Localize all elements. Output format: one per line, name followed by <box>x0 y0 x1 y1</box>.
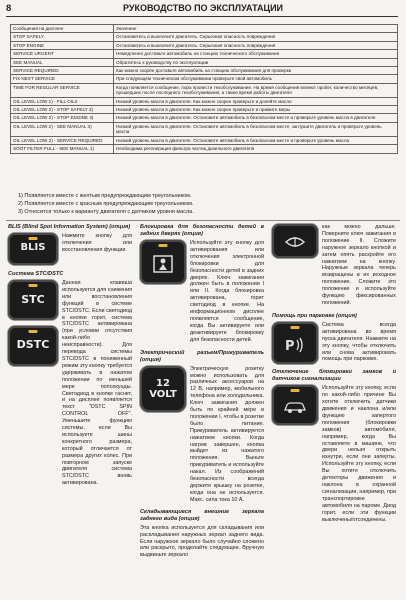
table-cell: Низкий уровень масла в двигателе. Остановите автомобиль в безопасном месте и проверьте уровень масла в двигателе <box>114 114 398 122</box>
table-cell: FIX NEXT SERVICE <box>11 75 114 83</box>
indicator-led-icon <box>291 389 300 392</box>
blis-heading: BLIS (Blind Spot Information System) (опция) <box>8 224 131 230</box>
table-row <box>11 83 398 97</box>
indicator-led-icon <box>291 326 300 329</box>
table-cell: Немедленно доставьте автомобиль на станцию технического обслуживания <box>114 50 398 58</box>
dstc-button-photo <box>8 326 58 366</box>
blis-text: Нажмите кнопку для отключения или восстановления функции. <box>62 233 132 253</box>
table-row <box>11 97 398 105</box>
park-assist-text: Система всегда активирована во время пуска двигателя. Нажмите на эту кнопку, чтобы отключить или снова активировать помощь при парковке. <box>322 321 396 363</box>
power-socket-photo <box>140 366 186 412</box>
indicator-led-icon <box>29 237 38 240</box>
table-cell: Необходима регенерация фильтра частиц дизельного двигателя <box>114 145 398 153</box>
table-cell: SOOT FILTER FULL - SEE MANUAL 1) <box>11 145 114 153</box>
table-row <box>11 145 398 153</box>
page-title: РУКОВОДСТВО ПО ЭКСПЛУАТАЦИИ <box>122 3 284 13</box>
folding-mirror-icon <box>283 234 307 250</box>
alarm-heading: Отключение блокировки замков и датчиков сигнализации <box>272 369 396 383</box>
table-cell: Как можно скорее доставьте автомобиль на станцию обслуживания для проверки <box>114 67 398 75</box>
socket-heading: Электрический разъем/Прикуриватель (опция) <box>140 349 264 363</box>
footnote: 1) Появляется вместе с желтым предупреждающим треугольником. <box>18 193 192 199</box>
header-rule <box>6 16 398 17</box>
child-lock-icon <box>152 254 174 274</box>
stc-text: Данная клавиша используется для снижения или восстановления функций в системе STC/DSTC. Если светодиод в кнопке горит, система STC/DSTC активирована (при условии отсутствия какой-либо неисправности). Для перевода системы STC/DSTC в пониженный режим эту кнопку требуется удерживать в нажатом положении по меньшей мере полсекунды. Светодиод в кнопке гаснет, и на дисплее появляется текст "DSTC SPIN CONTROL OFF". Уменьшите функцию системы, если Вы используете шины конкретного размера, который отличается от размера других колес. При повторном запуске двигателя система STC/DSTC вновь активирована. <box>62 280 132 487</box>
mirror-button-photo <box>272 224 318 258</box>
table-cell: OIL LEVEL LOW 1) - FILL OIL3 <box>11 97 114 105</box>
column-right <box>272 224 396 526</box>
table-row <box>11 58 398 66</box>
indicator-led-icon <box>29 284 38 287</box>
table-cell: Обратитесь к руководству по эксплуатации <box>114 58 398 66</box>
car-sensor-icon <box>282 399 308 415</box>
alarm-button-photo <box>272 385 318 425</box>
child-lock-heading: Блокировка для безопасности детей в задних дверях (опция) <box>140 224 264 237</box>
table-cell: OIL LEVEL LOW 2) - SEE MANUAL 3) <box>11 122 114 136</box>
page-number: 8 <box>6 3 12 14</box>
table-cell: Низкий уровень масла в двигателе. Остановите автомобиль в безопасном месте, заглушите двигатель и проверьте уровень масла <box>114 122 398 136</box>
table-cell: Низкий уровень масла в двигателе. Как можно скорее проверьте и долейте масло <box>114 97 398 105</box>
table-cell: STOP ENGINE <box>11 41 114 49</box>
table-cell: STOP SAFELY <box>11 33 114 41</box>
mirror-text: Эта кнопка используется для складывания или раскладывания наружных зеркал заднего вида. Если наружное зеркало было случайно сложено или раскрыто, проделайте следующее. Вручную выдвиньте зеркало <box>140 524 264 559</box>
blis-button-photo <box>8 233 58 265</box>
messages-table <box>10 24 398 154</box>
dstc-button-label: DSTC <box>16 338 50 351</box>
table-cell: Низкий уровень масла в двигателе. Как можно скорее проверьте и примите меры <box>114 106 398 114</box>
park-assist-heading: Помощь при парковке (опция) <box>272 312 357 319</box>
table-cell: SERVICE REQUIRED <box>11 67 114 75</box>
table-row <box>11 106 398 114</box>
page-header <box>6 3 400 15</box>
table-cell: TIME FOR REGULAR SERVICE <box>11 83 114 97</box>
park-assist-button-photo <box>272 322 318 364</box>
table-row <box>11 67 398 75</box>
table-cell: Остановитесь и выключите двигатель. Серьезная опасность повреждения <box>114 41 398 49</box>
indicator-led-icon <box>159 244 168 247</box>
socket-label-number: 12 <box>156 377 170 389</box>
table-row <box>11 41 398 49</box>
footnote: 3) Относится только к варианту двигателя с датчиком уровня масла. <box>18 208 194 215</box>
table-footnotes <box>18 193 388 216</box>
svg-text:P: P <box>285 338 295 354</box>
socket-label-unit: VOLT <box>149 388 177 400</box>
child-lock-text: Используйте эту кнопку для активирования или отключения электронной блокировки для безопасности детей в задних дверях. Ключ зажигания должен быть в положении I или II. Когда блокировка активирована, горит светодиод в кнопке. На информационном дисплее появляется сообщение, когда Вы активируете или деактивируете блокировку для безопасности детей. <box>190 240 264 343</box>
table-header-cell: Значение <box>114 25 398 33</box>
mirror-heading: Складывающиеся внешние зеркала заднего вида (опция) <box>140 508 264 522</box>
footnote: 2) Появляется вместе с красным предупреждающим треугольником. <box>18 200 194 207</box>
alarm-text: Используйте эту кнопку, если по какой-либо причине Вы хотите отключить датчики движения и наклона и/или функцию запертого положения (блокировки замков) автомобиля, например, когда Вы оставляете в машине, что двери нельзя открыть изнутри, если они заперты. Используйте эту кнопку, если Вы хотите отключить детекторы движения и наклона в охранной сигнализации, например, при транспортировке автомобиля на пароме. Диод горит, если эти функции выключены/отсоединены. <box>322 385 396 523</box>
column-middle <box>140 224 264 562</box>
table-row <box>11 50 398 58</box>
park-assist-icon <box>283 336 307 354</box>
child-lock-button-photo <box>140 240 186 284</box>
column-left <box>8 224 132 490</box>
mirror-text-continued: как можно дальше. Поверните ключ зажигания в положение II. Сложите наружное зеркало кнопкой и затем опять раскройте его нажатием на кнопку. Наружные зеркала теперь возвращены в их исходное положение. Сложите это положение и используйте функцию фиксированных положений. <box>322 224 396 306</box>
table-header-row <box>11 25 398 33</box>
table-row <box>11 33 398 41</box>
indicator-led-icon <box>29 330 38 333</box>
table-cell: При следующем техническом обслуживании проверьте свой автомобиль <box>114 75 398 83</box>
table-row <box>11 122 398 136</box>
socket-text: Электрическую розетку можно использовать для различных аксессуаров на 12 В, например, мобильного телефона или холодильника. Ключ зажигания должен быть по крайней мере в положении I, чтобы в розетке было питание. Прикуриватель активируется нажатием кнопки. Когда нагрев завершен, кнопка выйдет из нажатого положения. Выньте прикуриватель и используйте накал. Из соображений безопасности всегда держите крышку на розетке, когда она не используется. Макс. сила тока 10 А. <box>190 365 264 503</box>
table-cell: OIL LEVEL LOW 2) - SERVICE REQUIRED <box>11 136 114 144</box>
table-cell: Когда появляется сообщение, пора провести техобслуживание. На время сообщения влияют пробег, количество месяцев, прошедших после последнего техобслуживания, а также время работы двигателя <box>114 83 398 97</box>
table-cell: OIL LEVEL LOW 2) - STOP ENGINE 3) <box>11 114 114 122</box>
stc-button-label: STC <box>21 293 45 306</box>
table-cell: Остановитесь и выключите двигатель. Серьезная опасность повреждения <box>114 33 398 41</box>
table-header-cell: Сообщения на дисплее <box>11 25 114 33</box>
stc-button-photo <box>8 280 58 320</box>
table-cell: OIL LEVEL LOW 2) - STOP SAFELY 3) <box>11 106 114 114</box>
table-cell: SEE MANUAL <box>11 58 114 66</box>
table-row <box>11 136 398 144</box>
table-cell: Низкий уровень масла в двигателе. Остановите автомобиль в безопасном месте и проверьте уровень масла <box>114 136 398 144</box>
table-row <box>11 114 398 122</box>
section-divider <box>6 220 400 221</box>
blis-button-label: BLIS <box>20 242 46 253</box>
table-row <box>11 75 398 83</box>
stc-heading: Система STC/DSTC <box>8 271 64 277</box>
table-cell: SERVICE URGENT <box>11 50 114 58</box>
